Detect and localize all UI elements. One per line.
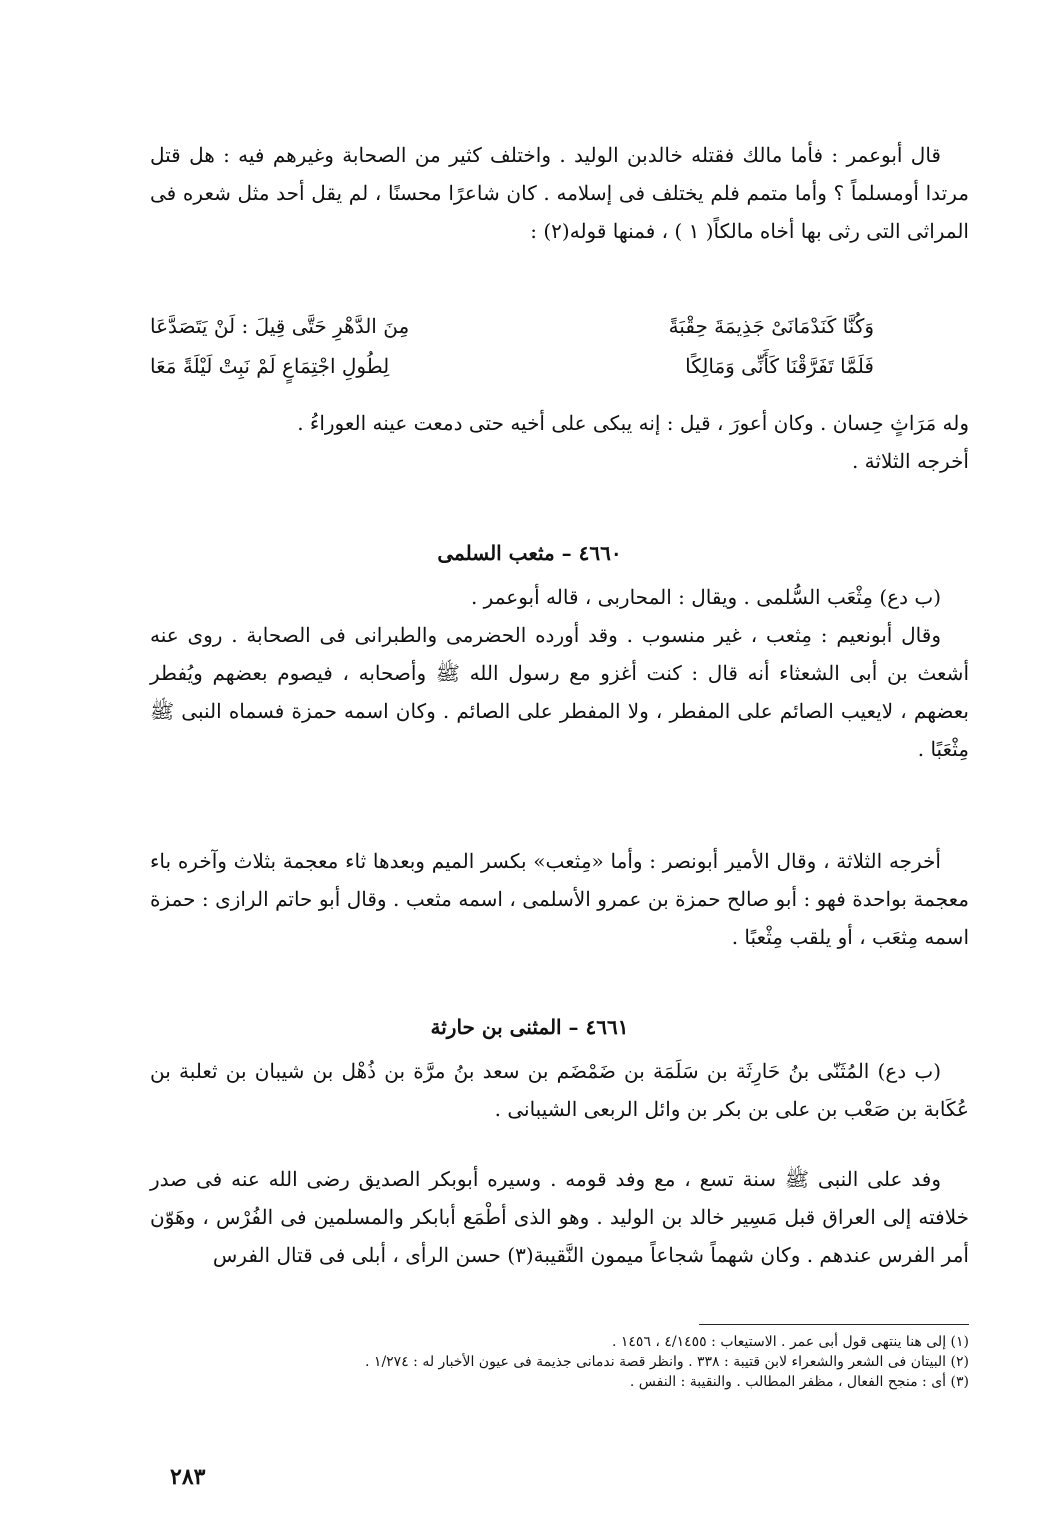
page-number: ٢٨٣ (170, 1464, 206, 1490)
footnote-3: (٣) أى : منجح الفعال ، مظفر المطالب . والنقيبة : النفس . (629, 1374, 969, 1390)
footnotes (150, 1332, 969, 1392)
entry-4660-paragraph-1: (ب دع) مِثْعَب السُّلمى . ويقال : المحاربى ، قاله أبوعمر . (470, 585, 941, 609)
entry-heading-4660: ٤٦٦٠ – مثعب السلمى (437, 541, 622, 565)
footnote-2: (٢) البيتان فى الشعر والشعراء لابن قتيبة : ٣٣٨ . وانظر قصة ندمانى جذيمة فى عيون الأخبار له : ١/٢٧٤ . (365, 1354, 969, 1370)
entry-heading-4661: ٤٦٦١ – المثنى بن حارثة (430, 1015, 629, 1039)
entry-4660-paragraph-3: أخرجه الثلاثة ، وقال الأمير أبونصر : وأما «مِثعب» بكسر الميم وبعدها ثاء معجمة بثلاث وآخره باء معجمة بواحدة فهو : أبو صالح حمزة بن عمرو الأسلمى ، اسمه مثعب . وقال أبو حاتم الرازى : حمزة اسمه مِثعَب ، أو يلقب مِثْعبًا . (150, 849, 969, 949)
entry-4660-body-cont (150, 842, 969, 956)
entry-4661-body-cont (150, 1160, 969, 1274)
footnote-1: (١) إلى هنا ينتهى قول أبى عمر . الاستيعاب : ٤/١٤٥٥ ، ١٤٥٦ . (611, 1334, 969, 1350)
after-verse-block (150, 404, 969, 480)
entry-4661-body (150, 1052, 969, 1128)
footnote-divider (699, 1324, 969, 1325)
poem-verses (150, 306, 874, 386)
entry-4660-paragraph-2: وقال أبونعيم : مِثعب ، غير منسوب . وقد أورده الحضرمى والطبرانى فى الصحابة . روى عنه أشعث بن أبى الشعثاء أنه قال : كنت أغزو مع رسول الله ﷺ وأصحابه ، فيصوم بعضهم ويُفطر بعضهم ، لايعيب الصائم على المفطر ، ولا المفطر على الصائم . وكان اسمه حمزة فسماه النبى ﷺ مِثْعَبًا . (150, 623, 969, 761)
verse-line-1 (150, 306, 874, 346)
verse-2-first-hemistich: فَلَمَّا تَفَرَّقْنَا كَأَنِّى وَمَالِكًا (685, 354, 874, 378)
verse-line-2 (150, 346, 874, 386)
verse-1-first-hemistich: وَكُنَّا كَنَدْمَانَىْ جَذِيمَةَ حِقْبَةً (668, 314, 874, 338)
entry-4661-paragraph-1: (ب دع) المُثَنّى بنُ حَارِثَة بن سَلَمَة بن ضَمْضَم بن سعد بنُ مرَّة بن ذُهْل بن شيبان بن ثعلبة بن عُكَابة بن صَعْب بن على بن بكر بن وائل الربعى الشيبانى . (150, 1059, 969, 1121)
attribution-paragraph: أخرجه الثلاثة . (851, 449, 969, 473)
entry-4661-paragraph-2: وفد على النبى ﷺ سنة تسع ، مع وفد قومه . وسيره أبوبكر الصديق رضى الله عنه فى صدر خلافته إلى العراق قبل مَسِير خالد بن الوليد . وهو الذى أطْمَع أبابكر والمسلمين فى الفُرْس ، وهَوّن أمر الفرس عندهم . وكان شهماً شجاعاً ميمون النَّقيبة(٣) حسن الرأى ، أبلى فى قتال الفرس (150, 1167, 969, 1267)
intro-paragraph: قال أبوعمر : فأما مالك فقتله خالدبن الوليد . واختلف كثير من الصحابة وغيرهم فيه : هل قتل مرتدا أومسلماً ؟ وأما متمم فلم يختلف فى إسلامه . كان شاعرًا محسنًا ، لم يقل أحد مثل شعره فى المراثى التى رثى بها أخاه مالكاً( ١ ) ، فمنها قوله(٢) : (150, 143, 969, 243)
verse-2-second-hemistich: لِطُولِ اجْتِمَاعٍ لَمْ نَبِتْ لَيْلَةً مَعَا (150, 354, 390, 378)
verse-1-second-hemistich: مِنَ الدَّهْرِ حَتَّى قِيلَ : لَنْ يَتَصَدَّعَا (150, 314, 410, 338)
intro-block (150, 136, 969, 250)
entry-4660-body (150, 578, 969, 768)
elegies-paragraph: وله مَرَاثٍ حِسان . وكان أعورَ ، قيل : إنه يبكى على أخيه حتى دمعت عينه العوراءُ . (297, 411, 969, 435)
